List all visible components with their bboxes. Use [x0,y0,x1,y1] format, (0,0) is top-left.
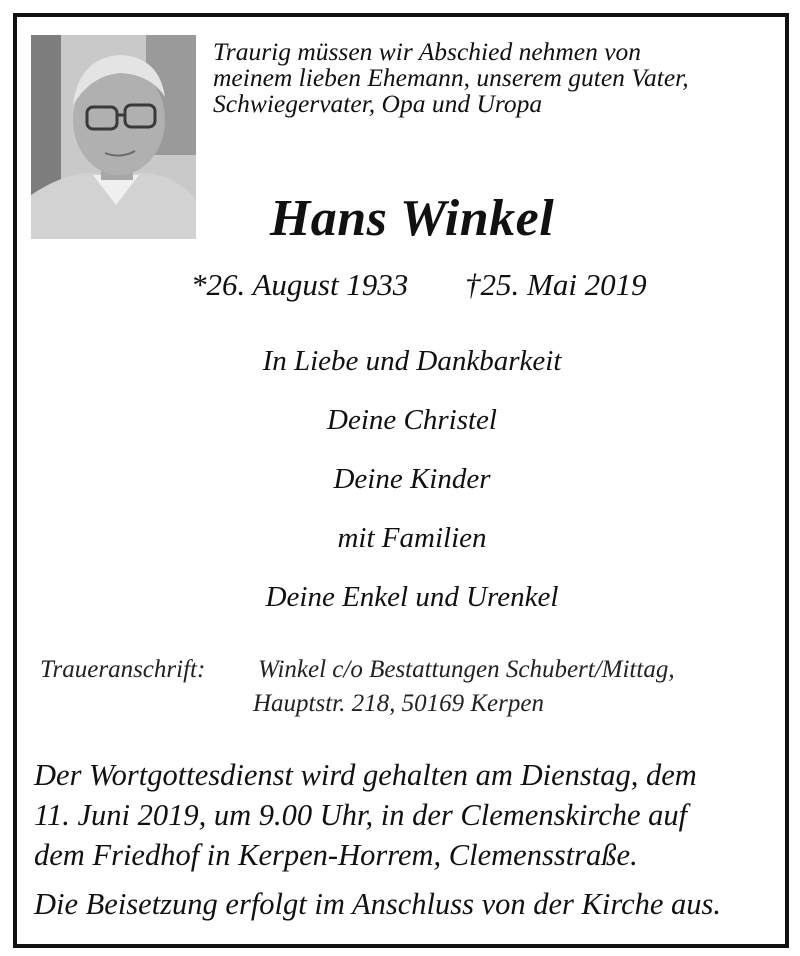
address-line-2: Hauptstr. 218, 50169 Kerpen [253,690,544,717]
service-line: Der Wortgottesdienst wird gehalten am Dienstag, dem [34,758,697,792]
mourner-line: mit Familien [337,522,487,554]
obituary-frame [13,13,789,948]
mourner-line: Deine Kinder [333,463,491,495]
service-line: 11. Juni 2019, um 9.00 Uhr, in der Clemenskirche auf [34,798,688,832]
address-label: Traueranschrift: [40,656,206,683]
address-line-1: Winkel c/o Bestattungen Schubert/Mittag, [258,656,675,683]
mourner-line: In Liebe und Dankbarkeit [262,345,562,377]
intro-line: Schwiegervater, Opa und Uropa [213,89,543,118]
intro-line: Traurig müssen wir Abschied nehmen von [213,37,642,66]
mourner-line: Deine Enkel und Urenkel [265,581,559,613]
mourner-line: Deine Christel [327,404,497,436]
birth-date: *26. August 1933 [191,267,409,302]
service-info [34,755,697,875]
intro-text [213,39,689,117]
deceased-name: Hans Winkel [269,190,555,247]
death-date: †25. Mai 2019 [465,267,647,302]
intro-line: meinem lieben Ehemann, unserem guten Vater, [213,63,689,92]
burial-info: Die Beisetzung erfolgt im Anschluss von der Kirche aus. [34,887,722,921]
service-line: dem Friedhof in Kerpen-Horrem, Clemensstraße. [34,838,638,872]
